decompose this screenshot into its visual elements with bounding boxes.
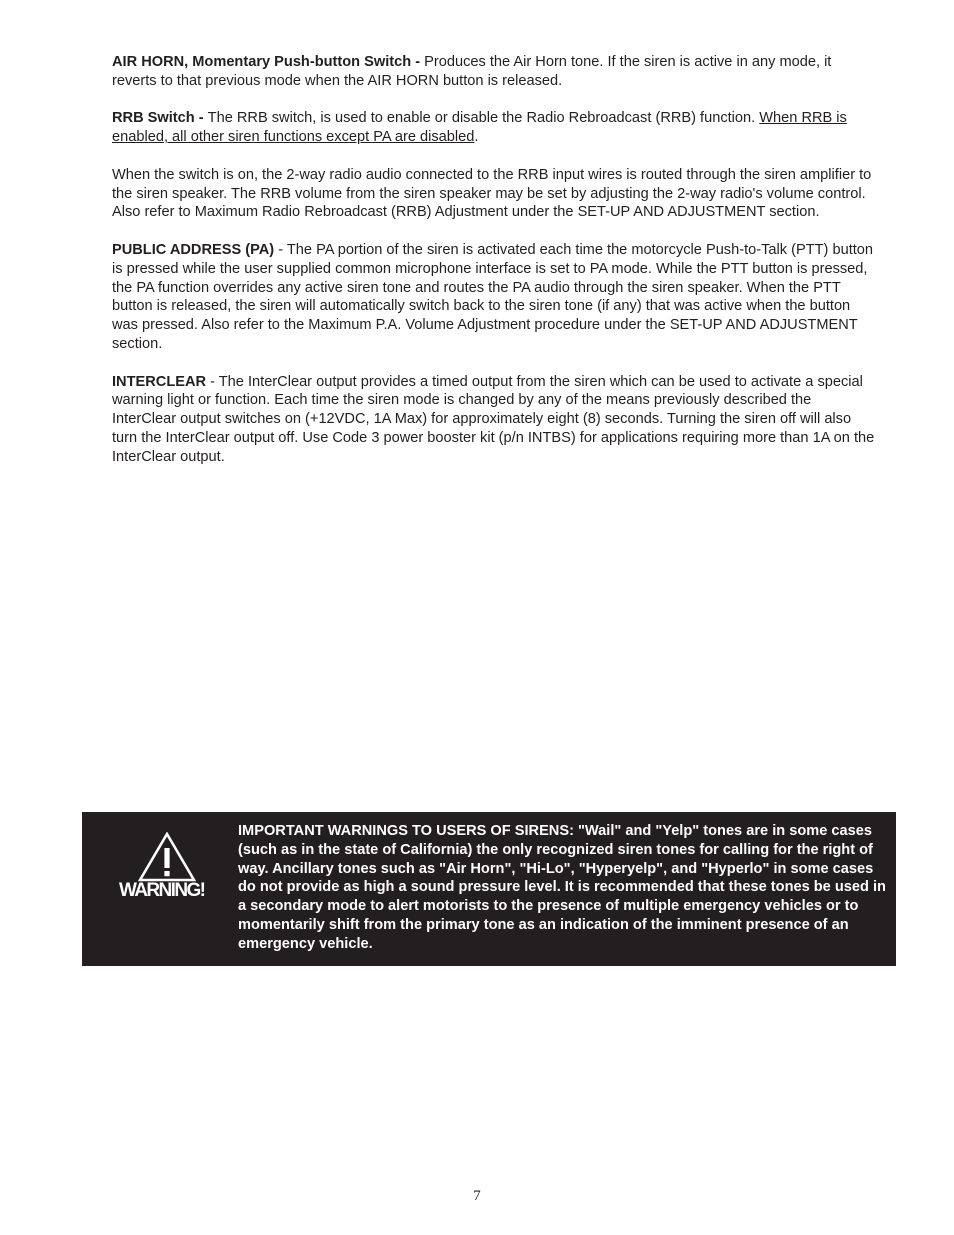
air-horn-heading: AIR HORN, Momentary Push-button Switch - (112, 54, 425, 70)
rrb-detail-paragraph (112, 166, 878, 222)
warning-box (82, 812, 896, 966)
warning-text: IMPORTANT WARNINGS TO USERS OF SIRENS: "Wail" and "Yelp" tones are in some cases (such as in the state of California) the only recognized siren tones for calling for the right of way. Ancillary tones such as "Air Horn", "Hi-Lo", "Hyperyelp", and "Hyperlo" in some cases do not provide as high a sound pressure level. It is recommended that these tones be used in a secondary mode to alert motorists to the presence of multiple emergency vehicles or to momentarily shift from the primary tone as an indication of the imminent presence of an emergency vehicle. (238, 823, 886, 952)
rrb-switch-heading: RRB Switch - (112, 110, 208, 127)
warning-label: WARNING! (119, 880, 205, 901)
rrb-switch-underlined-text: When RRB is enabled, all other siren functions except PA are disabled (112, 110, 847, 146)
air-horn-text: Produces the Air Horn tone. If the siren is active in any mode, it reverts to that previous mode when the AIR HORN button is released. (112, 54, 832, 89)
rrb-detail-text: When the switch is on, the 2-way radio audio connected to the RRB input wires is routed through the siren amplifier to the siren speaker. The RRB volume from the siren speaker may be set by adjusting the 2-way radio's volume control. Also refer to Maximum Radio Rebroadcast (RRB) Adjustment under the SET-UP AND ADJUSTMENT section. (112, 166, 872, 221)
public-address-heading: PUBLIC ADDRESS (PA) (112, 241, 275, 258)
interclear-heading: INTERCLEAR (112, 373, 207, 390)
rrb-switch-tail: . (474, 129, 479, 146)
public-address-paragraph (112, 241, 878, 354)
air-horn-paragraph (112, 53, 878, 91)
public-address-text: - The PA portion of the siren is activated each time the motorcycle Push-to-Talk (PTT) button is pressed while the user supplied common microphone interface is set to PA mode. While the PTT button is pressed, the PA function overrides any active siren tone and routes the PA audio through the siren speaker. When the PTT button is released, the siren will automatically switch back to the siren tone (if any) that was active when the button was pressed. Also refer to the Maximum P.A. Volume Adjustment procedure under the SET-UP AND ADJUSTMENT section. (112, 241, 874, 352)
interclear-text: - The InterClear output provides a timed output from the siren which can be used to activate a special warning light or function. Each time the siren mode is changed by any of the means previously described the InterClear output switches on (+12VDC, 1A Max) for approximately eight (8) seconds. Turning the siren off will also turn the InterClear output off. Use Code 3 power booster kit (p/n INTBS) for applications requiring more than 1A on the InterClear output. (112, 373, 875, 465)
rrb-switch-text: The RRB switch, is used to enable or disable the Radio Rebroadcast (RRB) function. (207, 110, 760, 127)
warning-symbol (112, 830, 222, 910)
warning-triangle-icon (138, 832, 196, 882)
page-number: 7 (473, 1188, 481, 1204)
interclear-paragraph (112, 373, 878, 467)
document-body (112, 53, 878, 485)
rrb-switch-paragraph (112, 109, 878, 147)
